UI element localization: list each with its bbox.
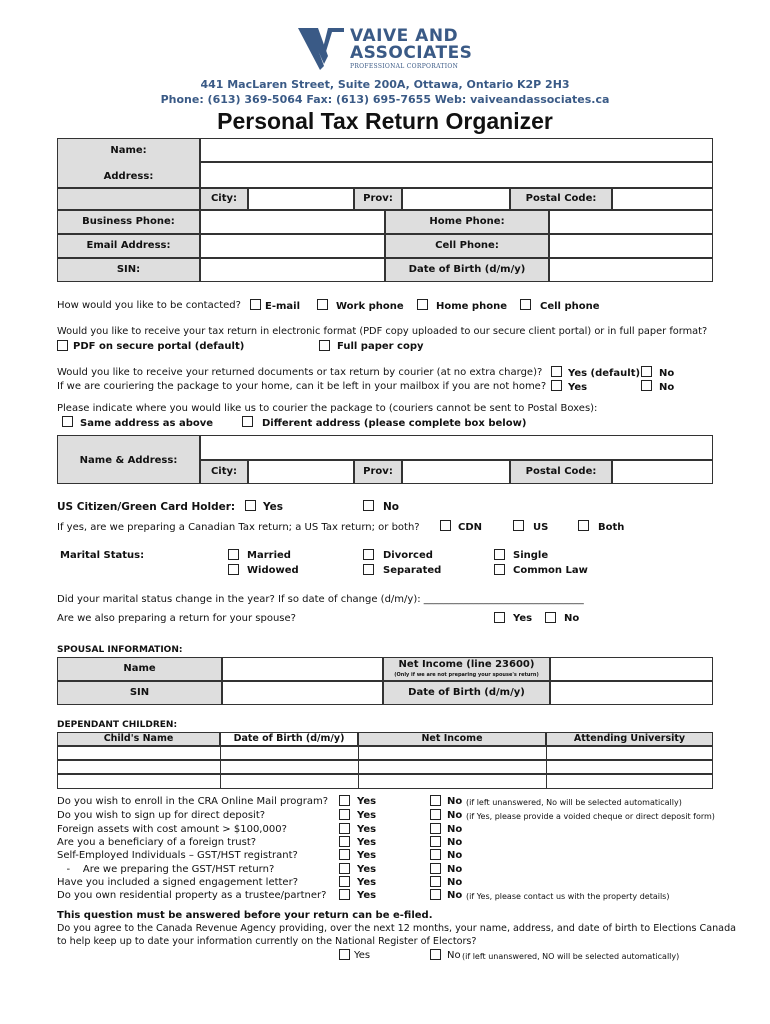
pdf-portal-checkbox[interactable] [57, 340, 68, 351]
courier-city-field[interactable] [248, 460, 354, 484]
both-checkbox[interactable] [578, 520, 589, 531]
different-address-label: Different address (please complete box below) [262, 418, 527, 429]
address-label: Address: [103, 171, 154, 182]
both-label: Both [598, 522, 625, 533]
yes-label: Yes [357, 837, 377, 848]
spouse-sin-field[interactable] [222, 681, 383, 705]
spouse-dob-label: Date of Birth (d/m/y) [408, 687, 525, 698]
question-label: Do you wish to sign up for direct deposit? [57, 810, 266, 821]
us-citizen-no-label: No [383, 501, 400, 513]
name-address-label: Name & Address: [79, 455, 178, 466]
dob-field[interactable] [549, 258, 713, 282]
yes-label: Yes [357, 824, 377, 835]
pdf-portal-label: PDF on secure portal (default) [73, 341, 245, 352]
divorced-label: Divorced [383, 550, 433, 561]
question-note: (if Yes, please contact us with the property details) [466, 892, 670, 901]
address-field[interactable] [200, 162, 713, 188]
married-label: Married [247, 550, 291, 561]
common-law-checkbox[interactable] [494, 564, 505, 575]
spouse-dob-field[interactable] [550, 681, 713, 705]
no-label: No [447, 824, 463, 835]
spouse-name-label: Name [123, 663, 156, 674]
elections-question-line2: to help keep up to date your information currently on the National Register of Electors? [57, 936, 477, 947]
spouse-return-no-checkbox[interactable] [545, 612, 556, 623]
same-address-checkbox[interactable] [62, 416, 73, 427]
yes-label: Yes [357, 890, 377, 901]
no-checkbox[interactable] [430, 889, 441, 900]
logo-text-line1: VAIVE AND [350, 26, 459, 46]
courier-name-address-field[interactable] [200, 435, 713, 460]
us-citizen-no-checkbox[interactable] [363, 500, 374, 511]
elections-no-checkbox[interactable] [430, 949, 441, 960]
courier-destination-question: Please indicate where you would like us to courier the package to (couriers cannot be sent to Postal Boxes): [57, 403, 598, 414]
yes-checkbox[interactable] [339, 863, 350, 874]
child-dob-header: Date of Birth (d/m/y) [233, 733, 345, 744]
yes-checkbox[interactable] [339, 795, 350, 806]
spouse-sin-label: SIN [129, 687, 150, 698]
table-row[interactable] [57, 746, 713, 760]
single-checkbox[interactable] [494, 549, 505, 560]
courier-postal-label: Postal Code: [525, 466, 597, 477]
no-label: No [447, 837, 463, 848]
city-field[interactable] [248, 188, 354, 210]
marital-status-label: Marital Status: [60, 550, 145, 561]
courier-prov-label: Prov: [363, 466, 393, 477]
no-checkbox[interactable] [430, 795, 441, 806]
single-label: Single [513, 550, 549, 561]
spousal-info-heading: SPOUSAL INFORMATION: [57, 645, 183, 655]
question-label: Do you own residential property as a trustee/partner? [57, 890, 327, 901]
no-label: No [447, 810, 463, 821]
elections-heading: This question must be answered before your return can be e-filed. [57, 910, 433, 921]
question-label: - Are we preparing the GST/HST return? [57, 864, 275, 875]
courier-postal-field[interactable] [612, 460, 713, 484]
no-checkbox[interactable] [430, 823, 441, 834]
question-label: Self-Employed Individuals – GST/HST registrant? [57, 850, 298, 861]
no-checkbox[interactable] [430, 876, 441, 887]
yes-checkbox[interactable] [339, 836, 350, 847]
home-phone-checkbox[interactable] [417, 299, 428, 310]
question-label: Foreign assets with cost amount > $100,000? [57, 824, 287, 835]
email-option-label: E-mail [265, 301, 301, 312]
cell-phone-label: Cell Phone: [435, 240, 499, 251]
yes-checkbox[interactable] [339, 823, 350, 834]
cell-phone-field[interactable] [549, 234, 713, 258]
yes-checkbox[interactable] [339, 889, 350, 900]
children-heading: DEPENDANT CHILDREN: [57, 720, 178, 730]
table-row[interactable] [57, 760, 713, 774]
company-logo [298, 26, 478, 74]
widowed-label: Widowed [247, 565, 299, 576]
mailbox-no-label: No [659, 382, 675, 393]
spouse-return-yes-checkbox[interactable] [494, 612, 505, 623]
us-label: US [533, 522, 549, 533]
email-field[interactable] [200, 234, 385, 258]
format-question: Would you like to receive your tax return in electronic format (PDF copy uploaded to our secure client portal) or in full paper format? [57, 326, 708, 337]
question-label: Do you wish to enroll in the CRA Online Mail program? [57, 796, 329, 807]
same-address-label: Same address as above [80, 418, 214, 429]
email-label: Email Address: [86, 240, 171, 251]
cdn-checkbox[interactable] [440, 520, 451, 531]
question-label: Are you a beneficiary of a foreign trust? [57, 837, 257, 848]
work-phone-checkbox[interactable] [317, 299, 328, 310]
name-field[interactable] [200, 138, 713, 162]
logo-text-line3: PROFESSIONAL CORPORATION [350, 63, 459, 70]
yes-label: Yes [357, 796, 377, 807]
spouse-return-question: Are we also preparing a return for your spouse? [57, 613, 296, 624]
elections-no-label: No [447, 950, 461, 961]
separated-checkbox[interactable] [363, 564, 374, 575]
paper-copy-label: Full paper copy [337, 341, 424, 352]
courier-city-label: City: [210, 466, 238, 477]
spouse-name-field[interactable] [222, 657, 383, 681]
us-citizen-yes-label: Yes [263, 501, 284, 513]
us-checkbox[interactable] [513, 520, 524, 531]
no-checkbox[interactable] [430, 809, 441, 820]
no-label: No [447, 877, 463, 888]
marital-change-question: Did your marital status change in the year? If so date of change (d/m/y): ________________________________ [57, 594, 584, 605]
no-label: No [447, 864, 463, 875]
sin-label: SIN: [116, 264, 141, 275]
mailbox-question: If we are couriering the package to your home, can it be left in your mailbox if you are not home? [57, 381, 547, 392]
mailbox-yes-checkbox[interactable] [551, 380, 562, 391]
yes-checkbox[interactable] [339, 849, 350, 860]
courier-yes-checkbox[interactable] [551, 366, 562, 377]
company-contact: Phone: (613) 369-5064 Fax: (613) 695-7655 Web: vaiveandassociates.ca [160, 93, 610, 106]
no-checkbox[interactable] [430, 836, 441, 847]
table-row[interactable] [57, 774, 713, 789]
cell-phone-checkbox[interactable] [520, 299, 531, 310]
company-address: 441 MacLaren Street, Suite 200A, Ottawa, Ontario K2P 2H3 [200, 78, 570, 91]
cdn-label: CDN [458, 522, 483, 533]
married-checkbox[interactable] [228, 549, 239, 560]
prov-field[interactable] [402, 188, 510, 210]
no-label: No [447, 890, 463, 901]
page-title: Personal Tax Return Organizer [217, 108, 553, 134]
home-phone-field[interactable] [549, 210, 713, 234]
logo-text-line2: ASSOCIATES [350, 43, 473, 63]
child-name-header: Child's Name [103, 733, 174, 744]
yes-checkbox[interactable] [339, 876, 350, 887]
email-checkbox[interactable] [250, 299, 261, 310]
us-citizen-yes-checkbox[interactable] [245, 500, 256, 511]
sin-field[interactable] [200, 258, 385, 282]
elections-question-line1: Do you agree to the Canada Revenue Agency providing, over the next 12 months, your name, address, and date of birth to Elections Canada [57, 923, 737, 934]
us-citizen-label: US Citizen/Green Card Holder: [57, 501, 236, 513]
city-label: City: [210, 193, 238, 204]
postal-label: Postal Code: [525, 193, 597, 204]
child-university-header: Attending University [573, 733, 686, 744]
spouse-net-income-label: Net Income (line 23600) [398, 659, 535, 670]
widowed-checkbox[interactable] [228, 564, 239, 575]
courier-no-checkbox[interactable] [641, 366, 652, 377]
elections-yes-checkbox[interactable] [339, 949, 350, 960]
yes-label: Yes [357, 810, 377, 821]
cell-phone-option-label: Cell phone [540, 301, 600, 312]
courier-question: Would you like to receive your returned documents or tax return by courier (at no extra charge)? [57, 367, 543, 378]
spouse-net-income-field[interactable] [550, 657, 713, 681]
separated-label: Separated [383, 565, 442, 576]
paper-copy-checkbox[interactable] [319, 340, 330, 351]
elections-yes-label: Yes [354, 950, 371, 961]
no-checkbox[interactable] [430, 863, 441, 874]
courier-prov-field[interactable] [402, 460, 510, 484]
postal-field[interactable] [612, 188, 713, 210]
elections-note: (if left unanswered, NO will be selected automatically) [462, 952, 680, 961]
spouse-net-income-note: (Only if we are not preparing your spouse's return) [394, 672, 539, 678]
tax-return-type-question: If yes, are we preparing a Canadian Tax return; a US Tax return; or both? [57, 522, 420, 533]
yes-checkbox[interactable] [339, 809, 350, 820]
courier-yes-label: Yes (default) [568, 368, 641, 379]
home-phone-option-label: Home phone [436, 301, 507, 312]
dob-label: Date of Birth (d/m/y) [408, 264, 526, 275]
child-net-income-header: Net Income [421, 733, 483, 744]
mailbox-no-checkbox[interactable] [641, 380, 652, 391]
no-checkbox[interactable] [430, 849, 441, 860]
yes-label: Yes [357, 850, 377, 861]
spouse-return-no-label: No [564, 613, 580, 624]
spouse-return-yes-label: Yes [513, 613, 533, 624]
mailbox-yes-label: Yes [568, 382, 588, 393]
contact-question: How would you like to be contacted? [57, 300, 241, 311]
no-label: No [447, 850, 463, 861]
name-label: Name: [110, 145, 147, 156]
business-phone-label: Business Phone: [82, 216, 175, 227]
question-label: Have you included a signed engagement letter? [57, 877, 299, 888]
yes-label: Yes [357, 864, 377, 875]
common-law-label: Common Law [513, 565, 588, 576]
question-note: (if left unanswered, No will be selected automatically) [466, 798, 682, 807]
logo-mark-icon [298, 26, 346, 72]
divorced-checkbox[interactable] [363, 549, 374, 560]
yes-label: Yes [357, 877, 377, 888]
question-note: (if Yes, please provide a voided cheque or direct deposit form) [466, 812, 715, 821]
courier-no-label: No [659, 368, 675, 379]
work-phone-option-label: Work phone [336, 301, 404, 312]
home-phone-label: Home Phone: [429, 216, 505, 227]
prov-label: Prov: [363, 193, 393, 204]
no-label: No [447, 796, 463, 807]
business-phone-field[interactable] [200, 210, 385, 234]
different-address-checkbox[interactable] [242, 416, 253, 427]
